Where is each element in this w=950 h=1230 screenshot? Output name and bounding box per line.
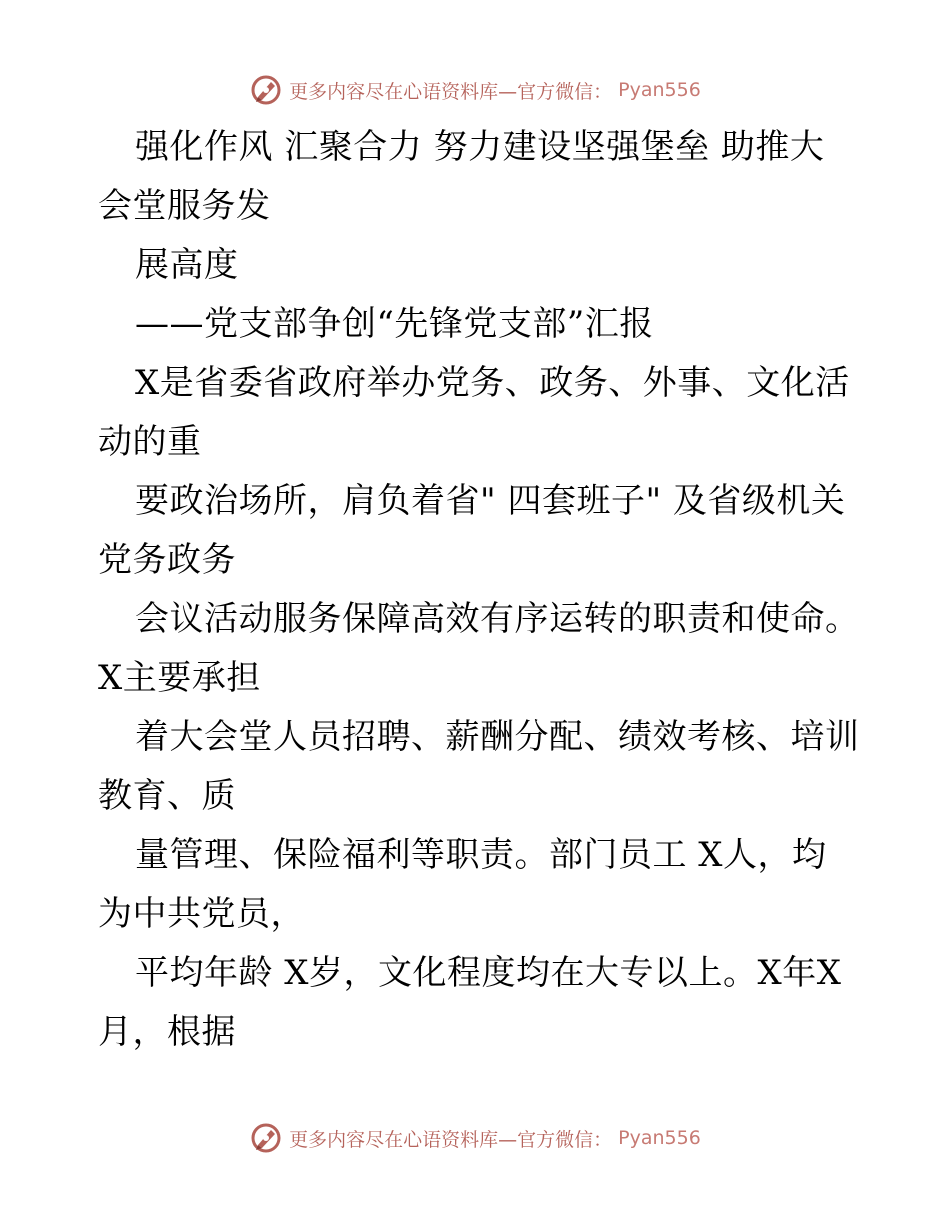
body-line: 平均年龄 X岁，文化程度均在大专以上。X年X bbox=[135, 953, 842, 993]
body-line: 动的重 bbox=[98, 422, 202, 462]
body-line: 为中共党员， bbox=[98, 894, 305, 934]
watermark-wechat-id: Pyan556 bbox=[618, 1127, 701, 1149]
body-line: 会议活动服务保障高效有序运转的职责和使命。 bbox=[135, 599, 860, 639]
body-line: 量管理、保险福利等职责。部门员工 X人，均 bbox=[135, 835, 827, 875]
body-line: 党务政务 bbox=[98, 540, 236, 580]
watermark-text: 更多内容尽在心语资料库—官方微信： bbox=[289, 80, 613, 103]
body-line: X主要承担 bbox=[98, 658, 261, 698]
footer-watermark bbox=[0, 1118, 950, 1158]
body-line: 月，根据 bbox=[98, 1012, 236, 1052]
title-line-1: 强化作风 汇聚合力 努力建设坚强堡垒 助推大 bbox=[135, 127, 825, 167]
title-line-3: 展高度 bbox=[135, 245, 239, 285]
title-line-2: 会堂服务发 bbox=[98, 186, 271, 226]
pen-logo-icon bbox=[249, 1121, 283, 1155]
body-line: 教育、质 bbox=[98, 776, 236, 816]
watermark-text: 更多内容尽在心语资料库—官方微信： bbox=[289, 1128, 613, 1151]
header-watermark bbox=[0, 70, 950, 110]
pen-logo-icon bbox=[249, 73, 283, 107]
body-line: 要政治场所，肩负着省" 四套班子" 及省级机关 bbox=[135, 481, 846, 521]
body-line: X是省委省政府举办党务、政务、外事、文化活 bbox=[135, 363, 850, 403]
watermark-wechat-id: Pyan556 bbox=[618, 79, 701, 101]
body-line: 着大会堂人员招聘、薪酬分配、绩效考核、培训 bbox=[135, 717, 860, 757]
subtitle-line: ——党支部争创“先锋党支部”汇报 bbox=[135, 304, 654, 344]
document-body bbox=[98, 118, 858, 1062]
